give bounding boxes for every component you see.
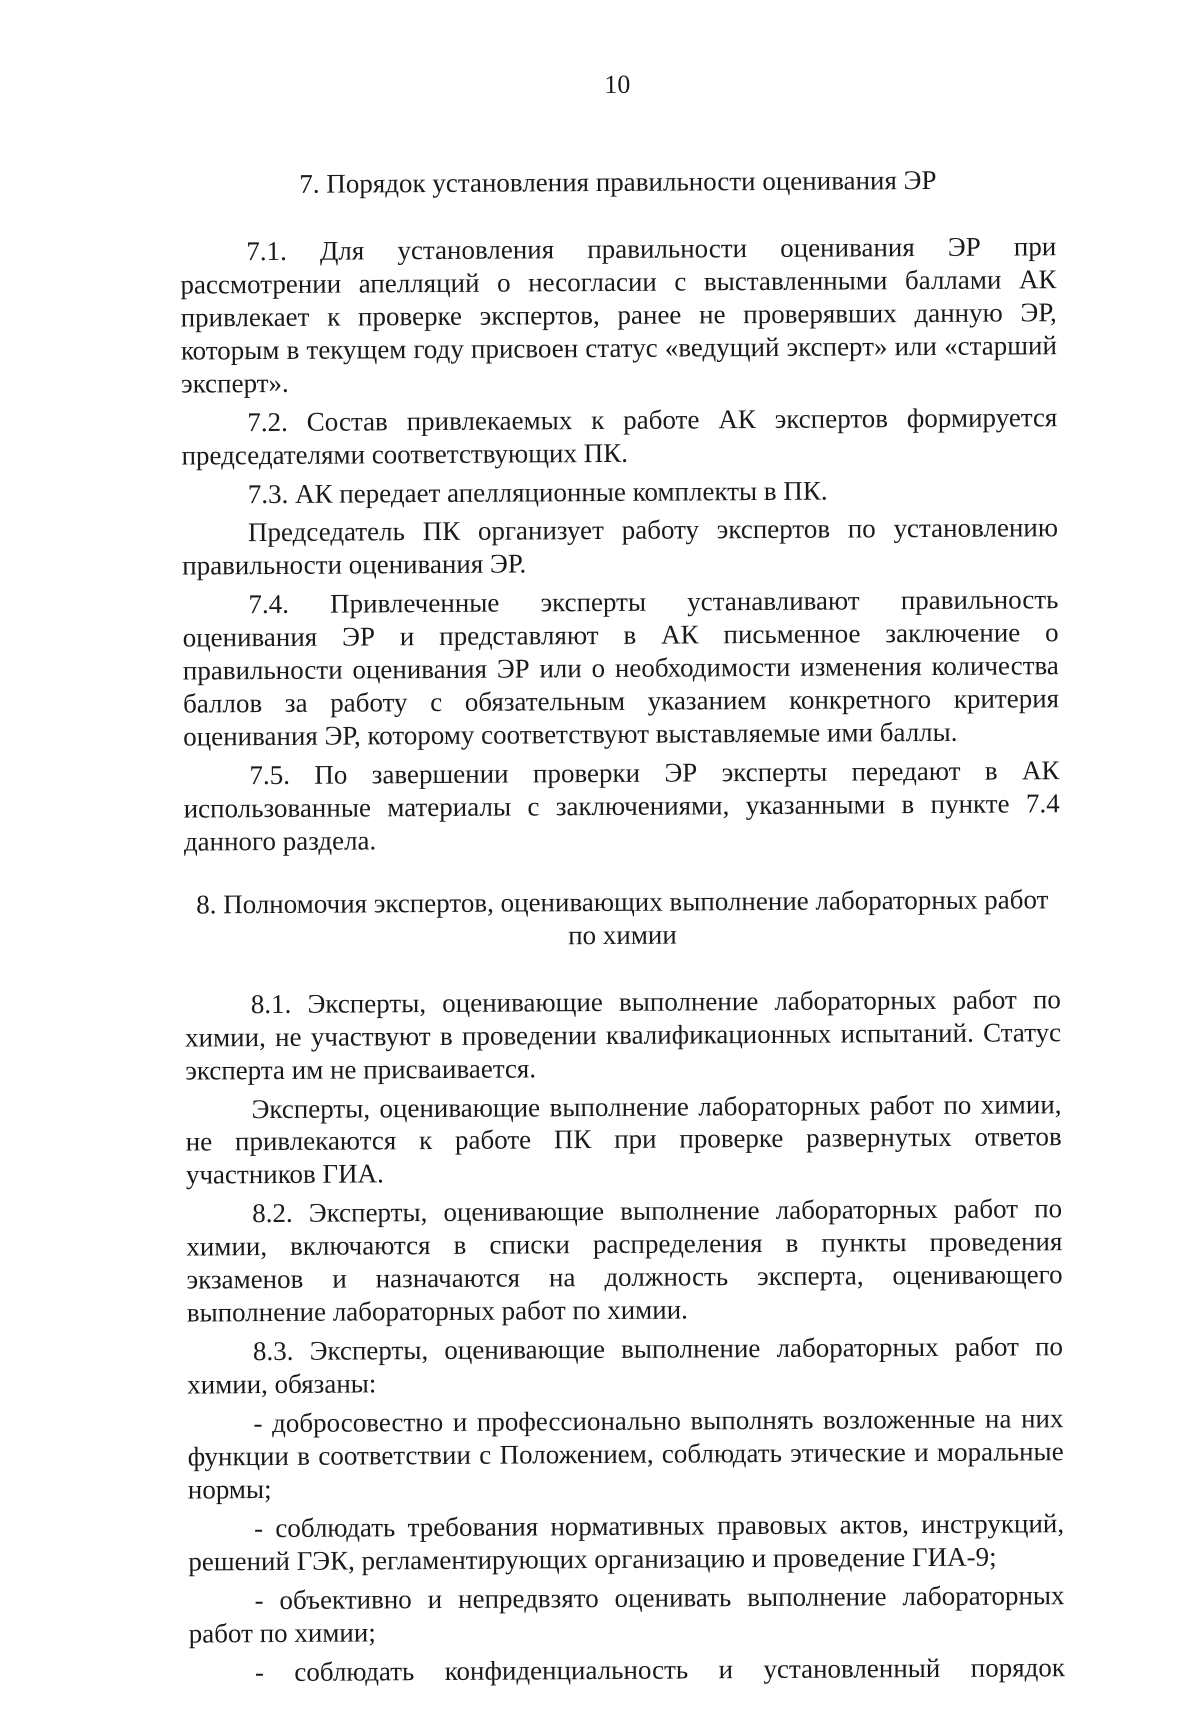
section-8-heading-line-2: по химии [568, 919, 677, 950]
paragraph-7-5: 7.5. По завершении проверки ЭР эксперты передают в АК использованные материалы с заключениями, указанными в пункте 7.4 данного раздела. [183, 755, 1060, 857]
section-8-heading-line-1: 8. Полномочия экспертов, оценивающих выполнение лабораторных работ [196, 884, 1049, 920]
list-item-duty-1: - добросовестно и профессионально выполнять возложенные на них функции в соответствии с Положением, соблюдать этические и моральные нормы; [187, 1403, 1064, 1505]
paragraph-7-4: 7.4. Привлеченные эксперты устанавливают правильность оценивания ЭР и представляют в АК письменное заключение о правильности оценивания ЭР или о необходимости изменения количества баллов за работу с обязательным указанием конкретного критерия оценивания ЭР, которому соответствуют выставляемые ими баллы. [182, 584, 1060, 752]
paragraph-8-1-experts: Эксперты, оценивающие выполнение лабораторных работ по химии, не привлекаются к работе ПК при проверке развернутых ответов участников ГИА. [185, 1088, 1062, 1190]
paragraph-8-2: 8.2. Эксперты, оценивающие выполнение лабораторных работ по химии, включаются в списки распределения в пункты проведения экзаменов и назначаются на должность эксперта, оценивающего выполнение лабораторных работ по химии. [186, 1193, 1063, 1328]
paragraph-7-1: 7.1. Для установления правильности оценивания ЭР при рассмотрении апелляций о несогласии с выставленными баллами АК привлекает к проверке экспертов, ранее не проверявших данную ЭР, которым в текущем году присвоен статус «ведущий эксперт» или «старший эксперт». [180, 231, 1057, 399]
section-7-heading: 7. Порядок установления правильности оценивания ЭР [299, 164, 937, 199]
list-item-duty-3: - объективно и непредвзято оценивать выполнение лабораторных работ по химии; [188, 1579, 1065, 1649]
paragraph-7-2: 7.2. Состав привлекаемых к работе АК экспертов формируется председателями соответствующих ПК. [181, 401, 1058, 471]
list-item-duty-2: - соблюдать требования нормативных правовых актов, инструкций, решений ГЭК, регламентирующих организацию и проведение ГИА-9; [188, 1507, 1065, 1577]
page-number: 10 [604, 69, 631, 99]
paragraph-8-3: 8.3. Эксперты, оценивающие выполнение лабораторных работ по химии, обязаны: [187, 1331, 1064, 1400]
list-item-duty-4: - соблюдать конфиденциальность и установленный порядок [254, 1651, 1066, 1687]
paragraph-7-3: 7.3. АК передает апелляционные комплекты в ПК. [247, 475, 828, 509]
paragraph-8-1: 8.1. Эксперты, оценивающие выполнение лабораторных работ по химии, не участвуют в проведении квалификационных испытаний. Статус эксперта им не присваивается. [184, 983, 1062, 1086]
section-8-heading [184, 883, 1060, 954]
paragraph-7-3-chair: Председатель ПК организует работу экспертов по установлению правильности оценивания ЭР. [182, 512, 1059, 581]
